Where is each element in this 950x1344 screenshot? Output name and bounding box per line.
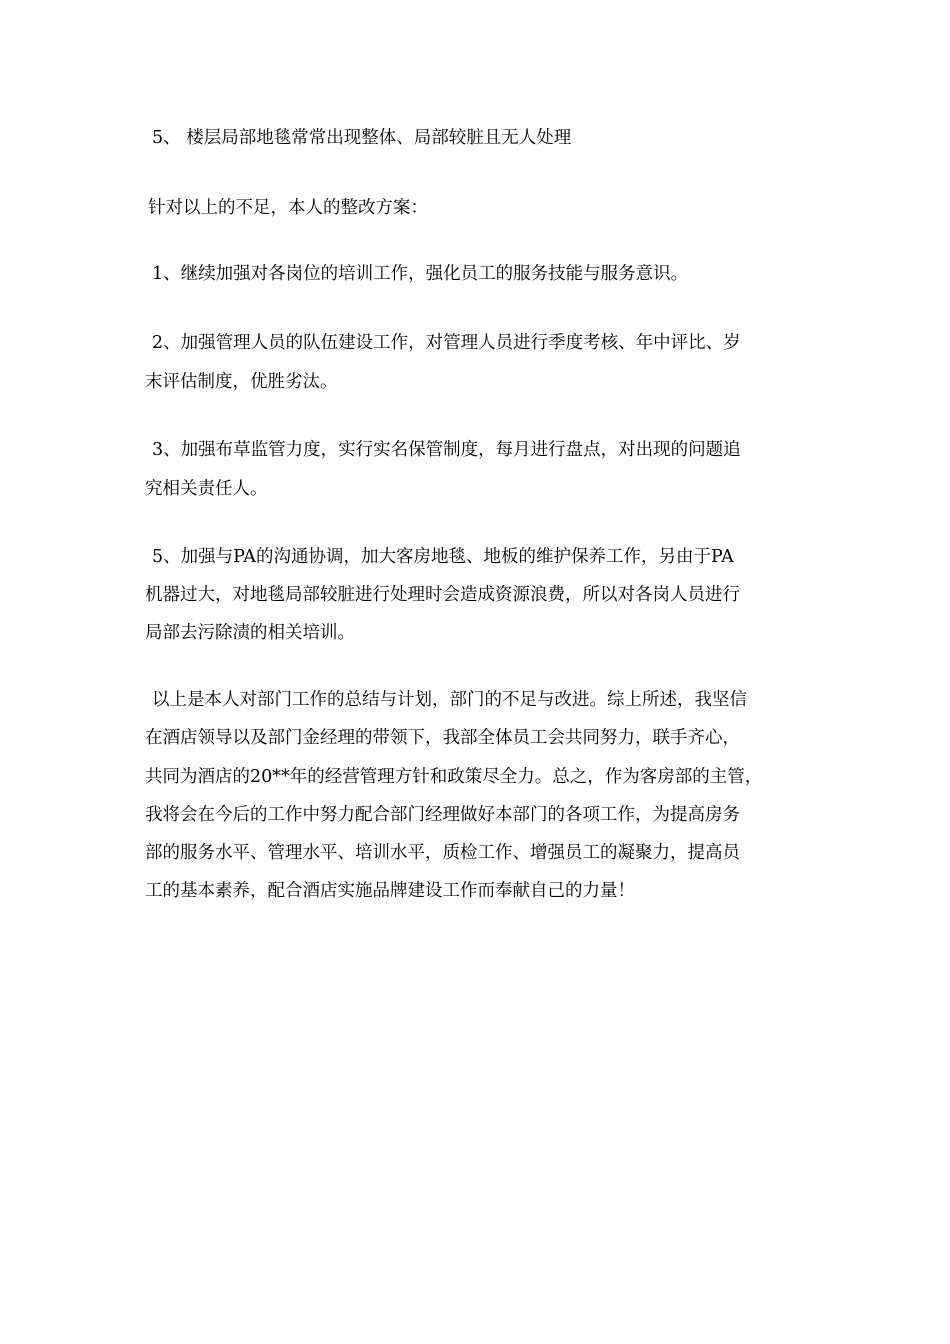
plan-item-2-line-1: 2、加强管理人员的队伍建设工作，对管理人员进行季度考核、年中评比、岁 bbox=[152, 333, 741, 353]
conclusion-line-6: 工的基本素养，配合酒店实施品牌建设工作而奉献自己的力量！ bbox=[145, 881, 635, 901]
plan-item-5-line-3: 局部去污除渍的相关培训。 bbox=[145, 623, 355, 643]
issue-item-5: 5、 楼层局部地毯常常出现整体、局部较脏且无人处理 bbox=[152, 128, 572, 148]
plan-item-3-line-1: 3、加强布草监管力度，实行实名保管制度，每月进行盘点，对出现的问题追 bbox=[152, 440, 741, 460]
plan-item-5-line-1: 5、加强与PA的沟通协调，加大客房地毯、地板的维护保养工作，另由于PA bbox=[152, 547, 734, 567]
plan-item-1: 1、继续加强对各岗位的培训工作，强化员工的服务技能与服务意识。 bbox=[152, 264, 689, 284]
conclusion-line-4: 我将会在今后的工作中努力配合部门经理做好本部门的各项工作，为提高房务 bbox=[145, 805, 740, 825]
plan-item-2-line-2: 末评估制度，优胜劣汰。 bbox=[145, 372, 338, 392]
plan-item-5-line-2: 机器过大，对地毯局部较脏进行处理时会造成资源浪费，所以对各岗人员进行 bbox=[145, 585, 740, 605]
plan-item-3-line-2: 究相关责任人。 bbox=[145, 479, 268, 499]
conclusion-line-3: 共同为酒店的20**年的经营管理方针和政策尽全力。总之，作为客房部的主管， bbox=[145, 767, 763, 787]
conclusion-line-1: 以上是本人对部门工作的总结与计划，部门的不足与改进。综上所述，我坚信 bbox=[152, 690, 747, 710]
conclusion-line-2: 在酒店领导以及部门金经理的带领下，我部全体员工会共同努力，联手齐心， bbox=[145, 728, 740, 748]
conclusion-line-5: 部的服务水平、管理水平、培训水平，质检工作、增强员工的凝聚力，提高员 bbox=[145, 843, 740, 863]
plan-intro: 针对以上的不足，本人的整改方案： bbox=[148, 198, 428, 218]
